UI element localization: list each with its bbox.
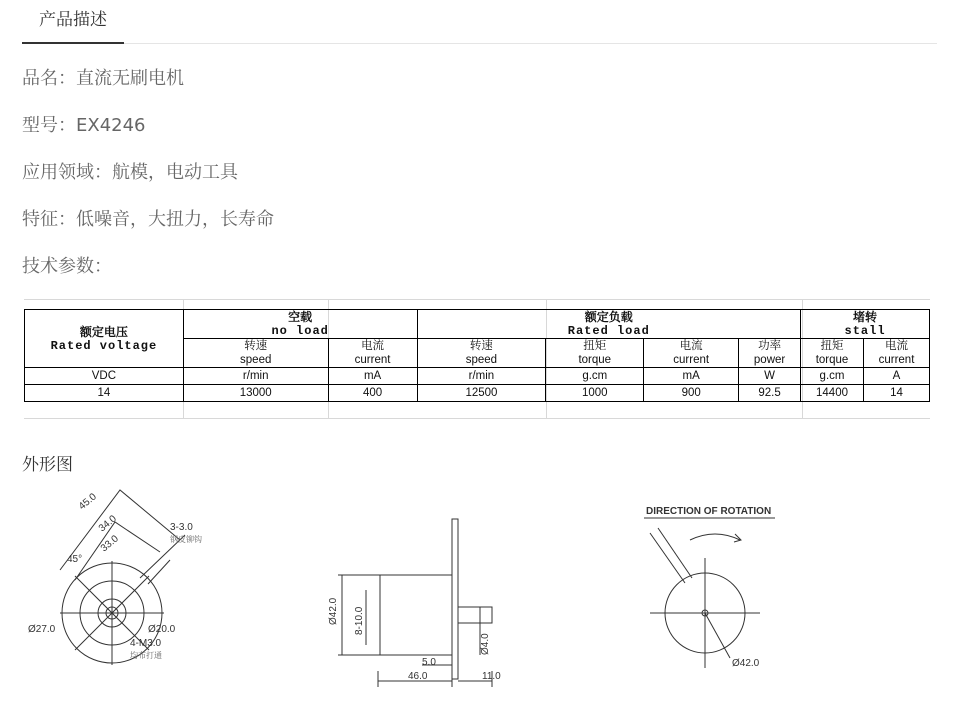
header-en: stall	[844, 324, 886, 338]
spec-features: 特征：低噪音，大扭力，长寿命	[22, 209, 274, 230]
header-en: Rated load	[567, 324, 650, 338]
value-cell: 400	[328, 385, 417, 402]
dim-label: 8-10.0	[354, 606, 365, 635]
side-view-drawing	[322, 505, 522, 695]
value-cell: 14	[25, 385, 184, 402]
subheader-cell	[644, 339, 739, 368]
sub-en: torque	[815, 354, 849, 366]
dim-label: 4-M3.0	[130, 638, 162, 649]
unit-cell: r/min	[417, 368, 546, 385]
dim-label: Ø42.0	[328, 597, 339, 625]
spec-tech-params: 技术参数：	[22, 256, 112, 277]
outline-drawing-title: 外形图	[22, 455, 73, 475]
sub-cn: 电流	[361, 340, 385, 352]
dim-label: 11.0	[482, 671, 501, 682]
unit-cell: A	[863, 368, 929, 385]
value-cell: 13000	[183, 385, 328, 402]
front-view-drawing	[20, 480, 220, 680]
unit-cell: r/min	[183, 368, 328, 385]
noload-header	[183, 310, 417, 339]
header-en: Rated voltage	[50, 338, 158, 353]
unit-cell: VDC	[25, 368, 184, 385]
dim-label: 45.0	[76, 491, 99, 513]
subheader-cell	[328, 339, 417, 368]
value-cell: 14	[863, 385, 929, 402]
header-en: no load	[271, 324, 329, 338]
dim-label: 45°	[67, 554, 83, 565]
sub-en: current	[354, 354, 391, 366]
spec-product-name: 品名：直流无刷电机	[22, 68, 184, 89]
sub-en: current	[673, 354, 710, 366]
sub-cn: 扭矩	[583, 340, 607, 352]
spec-model: 型号：EX4246	[22, 115, 146, 136]
dim-note: 钢皮铆钩	[170, 535, 202, 544]
dim-label: Ø42.0	[732, 658, 760, 669]
dim-label: 46.0	[408, 671, 428, 682]
unit-cell: W	[739, 368, 801, 385]
unit-cell: g.cm	[801, 368, 864, 385]
sub-en: torque	[578, 354, 612, 366]
sub-cn: 功率	[758, 340, 782, 352]
spec-application: 应用领域：航模，电动工具	[22, 162, 238, 183]
sub-cn: 电流	[884, 340, 908, 352]
header-cn: 堵转	[853, 310, 878, 324]
grid-line	[24, 418, 930, 419]
spec-label: 型号	[22, 115, 58, 136]
spec-value: 低噪音，大扭力，长寿命	[76, 209, 274, 230]
dim-label: Ø20.0	[148, 624, 176, 635]
sub-en: speed	[240, 354, 272, 366]
unit-cell: mA	[644, 368, 739, 385]
sub-cn: 转速	[469, 340, 493, 352]
dim-label: 34.0	[96, 513, 119, 535]
value-cell: 1000	[546, 385, 644, 402]
spec-label: 品名	[22, 68, 58, 89]
spec-value: 航模，电动工具	[112, 162, 238, 183]
subheader-cell	[417, 339, 546, 368]
table-units-row	[25, 368, 930, 385]
subheader-cell	[863, 339, 929, 368]
value-cell: 14400	[801, 385, 864, 402]
stall-header	[801, 310, 930, 339]
spec-label: 特征	[22, 209, 58, 230]
tab-bar	[22, 0, 937, 44]
dim-label: 3-3.0	[170, 522, 193, 533]
header-cn: 额定电压	[79, 324, 128, 339]
sub-en: power	[753, 354, 786, 366]
subheader-cell	[183, 339, 328, 368]
table-values-row	[25, 385, 930, 402]
subheader-cell	[546, 339, 644, 368]
grid-line	[24, 299, 930, 300]
tab-product-description[interactable]: 产品描述	[22, 0, 124, 44]
parameter-table	[24, 309, 930, 402]
sub-cn: 电流	[679, 340, 703, 352]
table-header-row	[25, 310, 930, 339]
dim-label: 5.0	[422, 657, 436, 668]
dim-note: 均布打通	[130, 651, 162, 660]
sub-cn: 扭矩	[820, 340, 844, 352]
sub-en: speed	[465, 354, 498, 366]
dim-label: Ø4.0	[480, 633, 491, 655]
unit-cell: mA	[328, 368, 417, 385]
dim-label: Ø27.0	[28, 624, 56, 635]
rotation-caption: DIRECTION OF ROTATION	[646, 506, 772, 517]
value-cell: 900	[644, 385, 739, 402]
rated-voltage-header	[25, 310, 184, 368]
spec-label: 技术参数	[22, 256, 94, 277]
header-cn: 额定负载	[584, 310, 633, 324]
value-cell: 12500	[417, 385, 546, 402]
spec-label: 应用领域	[22, 162, 94, 183]
rated-load-header	[417, 310, 801, 339]
header-cn: 空载	[288, 310, 313, 324]
dim-label: 33.0	[98, 533, 121, 555]
rear-view-drawing	[640, 498, 800, 678]
spec-value: 直流无刷电机	[76, 68, 184, 89]
sub-cn: 转速	[244, 340, 268, 352]
value-cell: 92.5	[739, 385, 801, 402]
sub-en: current	[878, 354, 915, 366]
subheader-cell	[739, 339, 801, 368]
spec-value: EX4246	[76, 115, 146, 136]
subheader-cell	[801, 339, 864, 368]
unit-cell: g.cm	[546, 368, 644, 385]
